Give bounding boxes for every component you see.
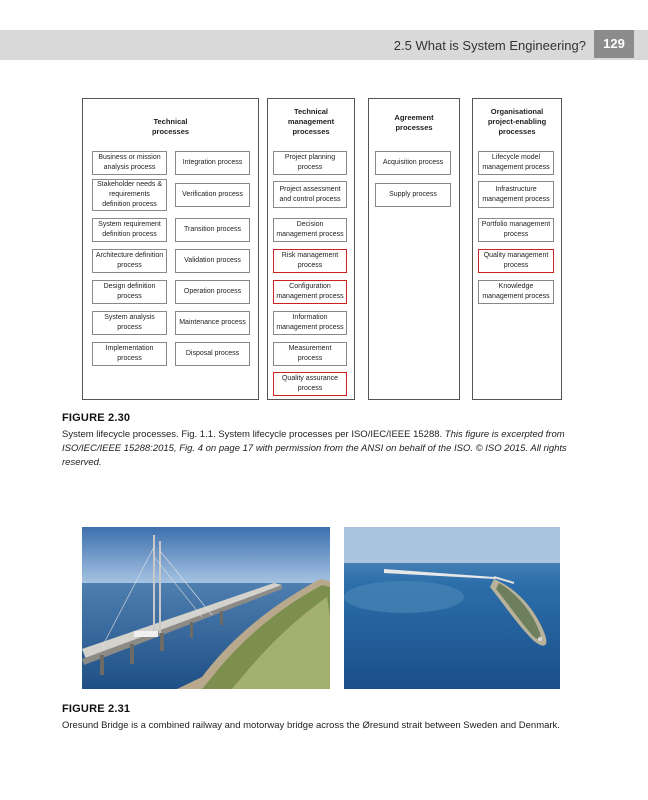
process-box: Implementation process [92,342,167,366]
caption-plain-text: System lifecycle processes. Fig. 1.1. System lifecycle processes per ISO/IEC/IEEE 15288. [62,429,445,440]
process-box-highlighted: Risk management process [273,249,347,273]
process-box: Knowledge management process [478,280,554,304]
figure-2-30-label: FIGURE 2.30 [62,412,131,424]
technical-management-column [267,98,355,400]
lifecycle-process-diagram [82,98,564,400]
process-box: Architecture definition process [92,249,167,273]
process-box: Business or mission analysis process [92,151,167,175]
technical-processes-column [82,98,259,400]
process-box: System analysis process [92,311,167,335]
process-box: Portfolio management process [478,218,554,242]
process-box: Lifecycle model management process [478,151,554,175]
bridge-approach-illustration [82,527,330,689]
process-box: Infrastructure management process [478,181,554,208]
process-box: Validation process [175,249,250,273]
process-box: Project assessment and control process [273,181,347,208]
bridge-aerial-illustration [344,527,560,689]
figure-2-30-caption [62,428,582,470]
process-box: System requirement definition process [92,218,167,242]
process-box: Verification process [175,183,250,207]
process-box: Transition process [175,218,250,242]
page-number: 129 [594,30,634,58]
process-box-highlighted: Quality assurance process [273,372,347,396]
process-box: Measurement process [273,342,347,366]
column-title: Technical management processes [287,107,335,136]
process-box: Project planning process [273,151,347,175]
process-box: Acquisition process [375,151,451,175]
process-box: Decision management process [273,218,347,242]
process-box: Maintenance process [175,311,250,335]
process-box: Information management process [273,311,347,335]
figure-2-31-caption: Oresund Bridge is a combined railway and motorway bridge across the Øresund strait between Sweden and Denmark. [62,720,560,731]
process-box: Stakeholder needs & requirements definition process [92,179,167,211]
process-box: Design definition process [92,280,167,304]
agreement-processes-column [368,98,460,400]
running-header-title: 2.5 What is System Engineering? [393,38,586,53]
column-title: Agreement processes [394,113,434,132]
process-box: Supply process [375,183,451,207]
process-box-highlighted: Configuration management process [273,280,347,304]
oresund-bridge-photo-left [82,527,330,689]
process-box: Disposal process [175,342,250,366]
process-box: Operation process [175,280,250,304]
process-box: Integration process [175,151,250,175]
column-title: Technical processes [151,117,190,136]
oresund-bridge-photo-right [344,527,560,689]
organisational-processes-column [472,98,562,400]
column-title: Organisational project-enabling processes [487,107,547,136]
figure-2-31-label: FIGURE 2.31 [62,703,131,715]
process-box-highlighted: Quality management process [478,249,554,273]
caption-italic-text: This figure is excerpted from ISO/IEC/IEEE 15288:2015, Fig. 4 on page 17 with permission from the ANSI on behalf of the ISO. © ISO 2015. All rights reserved. [62,429,567,468]
